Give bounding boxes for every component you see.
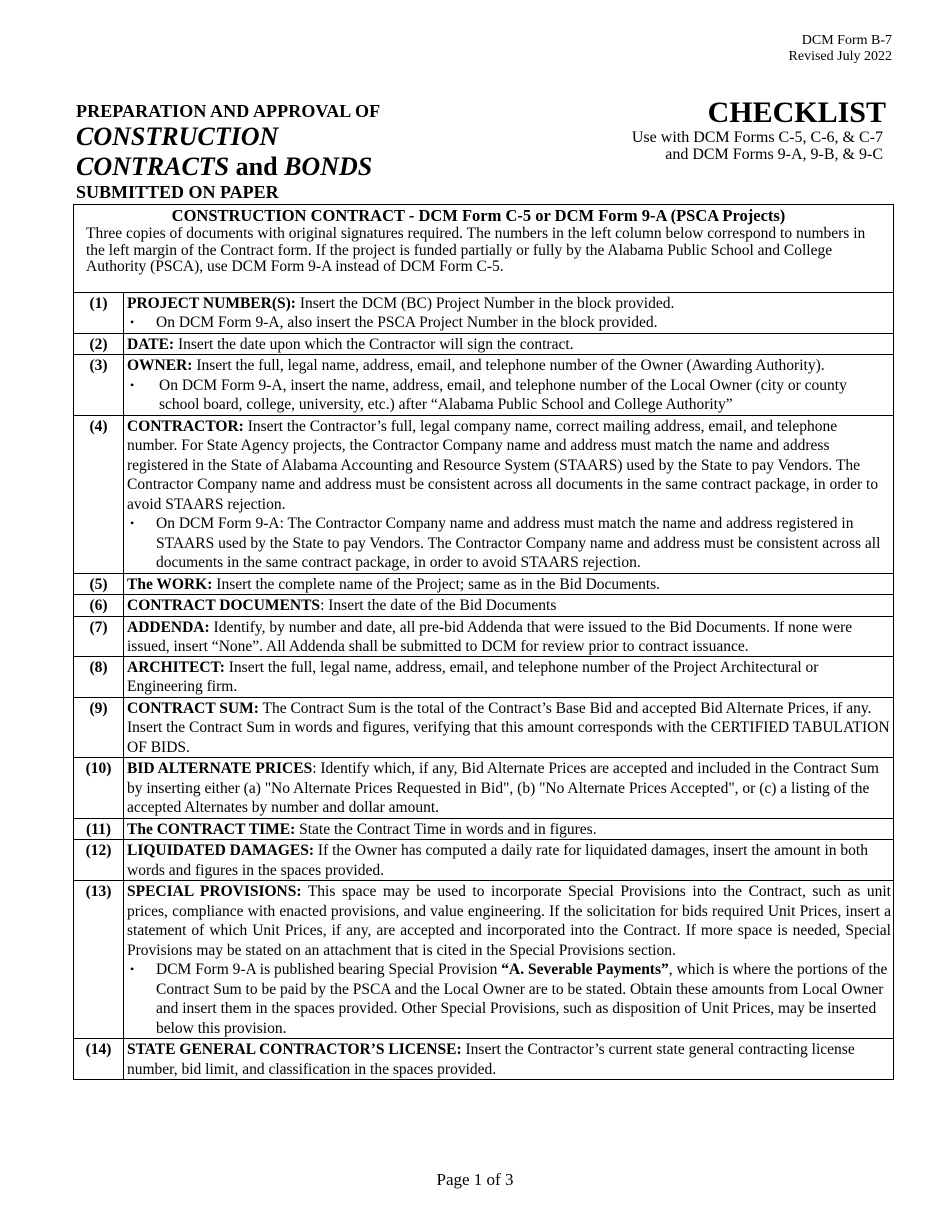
item-description: If the Owner has computed a daily rate for liquidated damages, insert the amount in both words and figures in the spaces provided. [127,842,868,879]
item-description: This space may be used to incorporate Special Provisions into the Contract, such as unit prices, compliance with enacted provisions, and value engineering. If the solicitation for bids required Unit Prices, insert a statement of which Unit Prices, if any, are accepted and incorporated into the Contract. If more space is needed, Special Provisions may be stated on an attachment that is cited in the Special Provisions section. [127,883,891,959]
item-label: ARCHITECT: [127,658,225,676]
intro-cell [74,205,894,293]
item-label: LIQUIDATED DAMAGES: [127,842,315,859]
item-description: Insert the Contractor’s full, legal company name, correct mailing address, email, and telephone number. For State Agency projects, the Contractor Company name and address must match the name and address registered in the State of Alabama Accounting and Resource System (STAARS) used by the State to pay Vendors. The Contractor Company name and address must be consistent across all documents in the same contract package, in order to avoid STAARS rejection. [127,417,879,513]
checklist-row [74,1039,894,1080]
item-text [124,1039,894,1080]
checklist-row [74,292,894,333]
checklist-row [74,616,894,656]
checklist-table [73,204,894,1080]
section-title: CONSTRUCTION CONTRACT - DCM Form C-5 or DCM Form 9-A (PSCA Projects) [171,206,786,225]
checklist-row [74,573,894,595]
item-description: Insert the DCM (BC) Project Number in the block provided. [295,294,675,312]
item-number: (5) [74,573,124,595]
item-number: (8) [74,656,124,697]
checklist-row [74,840,894,881]
item-description: State the Contract Time in words and in figures. [295,820,597,838]
item-number: (13) [74,881,124,1039]
checklist-row [74,758,894,819]
item-text [124,818,894,840]
item-text [124,656,894,697]
item-number: (11) [74,818,124,840]
item-text [124,415,894,573]
item-text [124,573,894,595]
checklist-row [74,595,894,617]
checklist-row [74,415,894,573]
item-text [124,595,894,617]
item-text [124,333,894,355]
page-number: Page 1 of 3 [436,1170,514,1189]
title-line-4: SUBMITTED ON PAPER [76,182,279,202]
item-number: (3) [74,355,124,416]
item-text [124,758,894,819]
item-label: CONTRACTOR: [127,417,244,435]
checklist-row [74,355,894,416]
section-instructions: Three copies of documents with original signatures required. The numbers in the left column below correspond to numbers in the left margin of the Contract form. If the project is funded partially or fully by the Alabama Public School and College Authority (PSCA), use DCM Form 9-A instead of DCM Form C-5. [86,225,866,275]
form-identifier [789,33,892,65]
intro-row [74,205,894,293]
item-label: OWNER: [127,357,193,374]
item-text [124,881,894,1039]
item-number: (12) [74,840,124,881]
title-bonds: BONDS [284,152,373,181]
severable-payments-provision: “A. Severable Payments” [501,961,669,978]
item-bullet: • On DCM Form 9-A, insert the name, address, email, and telephone number of the Local Owner (city or county school board, college, university, etc.) after “Alabama Public School and College Authority” [127,376,891,415]
document-title [76,100,380,202]
checklist-title: CHECKLIST [707,96,886,129]
item-label: CONTRACT DOCUMENTS [127,597,321,614]
bullet-text-start: DCM Form 9-A is published bearing Special Provision [156,961,502,978]
item-text [124,292,894,333]
title-line-3 [76,152,380,182]
item-label: DATE: [127,335,175,353]
item-description: : Insert the date of the Bid Documents [320,597,557,614]
item-label: BID ALTERNATE PRICES [127,760,313,777]
item-description: Insert the full, legal name, address, email, and telephone number of the Project Architectural or Engineering firm. [127,658,819,695]
item-number: (4) [74,415,124,573]
item-text [124,840,894,881]
item-number: (6) [74,595,124,617]
revision-date: Revised July 2022 [788,49,892,64]
item-text [124,616,894,656]
checklist-row [74,697,894,758]
item-number: (9) [74,697,124,758]
item-text [124,355,894,416]
checklist-row [74,818,894,840]
item-label: The CONTRACT TIME: [127,820,296,838]
checklist-row [74,333,894,355]
item-number: (10) [74,758,124,819]
item-number: (1) [74,292,124,333]
title-contracts: CONTRACTS [76,152,230,181]
item-label: PROJECT NUMBER(S): [127,294,296,312]
item-description: Insert the Contractor’s current state general contracting license number, bid limit, and classification in the spaces provided. [127,1041,855,1078]
item-bullet: • On DCM Form 9-A, also insert the PSCA Project Number in the block provided. [127,313,891,333]
checklist-row [74,656,894,697]
form-number: DCM Form B-7 [801,33,892,48]
title-line-1: PREPARATION AND APPROVAL OF [76,101,381,121]
item-label: The WORK: [127,575,213,593]
item-description: Insert the date upon which the Contractor will sign the contract. [174,335,574,353]
checklist-usage-2: and DCM Forms 9-A, 9-B, & 9-C [665,146,883,163]
item-number: (7) [74,616,124,656]
item-description: The Contract Sum is the total of the Contract’s Base Bid and accepted Bid Alternate Prices, if any. Insert the Contract Sum in words and figures, verifying that this amount corresponds with the CERTIFIED TABULATION OF BIDS. [127,699,890,756]
item-label: ADDENDA: [127,618,210,636]
title-and: and [229,152,285,181]
checklist-row [74,881,894,1039]
checklist-heading [632,97,886,163]
bullet-text-end: , which is where the portions of the Contract Sum to be paid by the PSCA and the Local Owner are to be stated. Obtain these amounts from Local Owner and insert them in the spaces provided. Other Special Provisions, such as disposition of Unit Prices, may be inserted below this provision. [156,961,888,1037]
item-label: STATE GENERAL CONTRACTOR’S LICENSE: [127,1041,462,1058]
item-description: Insert the full, legal name, address, email, and telephone number of the Owner (Awarding Authority). [192,357,825,374]
item-description: : Identify which, if any, Bid Alternate Prices are accepted and included in the Contract Sum by inserting either (a) "No Alternate Prices Requested in Bid", (b) "No Alternate Prices Accepted", or (c) a listing of the accepted Alternates by number and dollar amount. [127,760,879,816]
checklist-usage-1: Use with DCM Forms C-5, C-6, & C-7 [631,129,883,146]
item-text [124,697,894,758]
item-label: SPECIAL PROVISIONS: [127,883,302,900]
title-line-2: CONSTRUCTION [76,122,279,151]
item-bullet [127,960,891,1038]
item-label: CONTRACT SUM: [127,699,259,717]
item-description: Identify, by number and date, all pre-bid Addenda that were issued to the Bid Documents. If none were issued, insert “None”. All Addenda shall be submitted to DCM for review prior to contract issuance. [127,618,853,655]
item-number: (14) [74,1039,124,1080]
item-bullet: • On DCM Form 9-A: The Contractor Company name and address must match the name and address registered in STAARS used by the State to pay Vendors. The Contractor Company name and address must be consistent across all documents in the same contract package, in order to avoid STAARS rejection. [127,514,891,573]
item-number: (2) [74,333,124,355]
item-description: Insert the complete name of the Project; same as in the Bid Documents. [212,575,661,593]
